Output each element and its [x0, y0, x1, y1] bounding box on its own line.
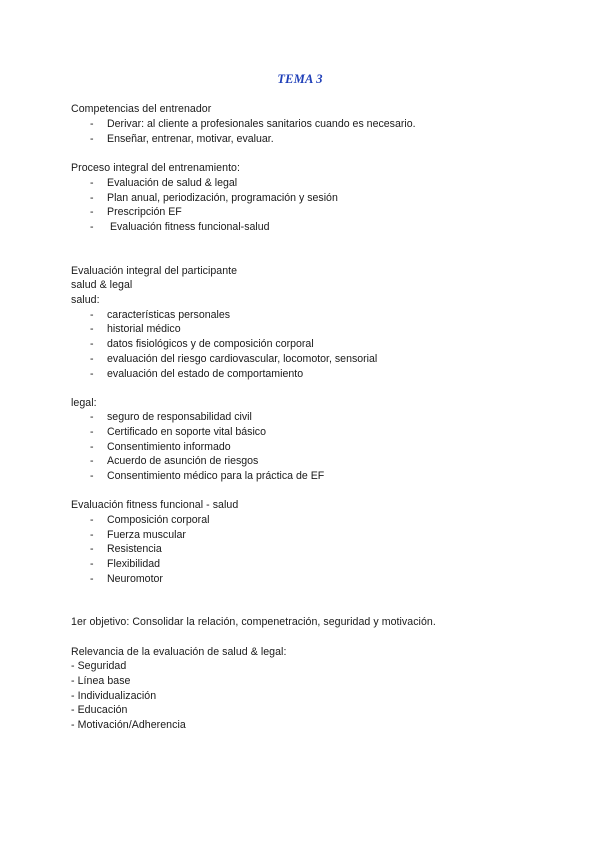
- list-dash: -: [90, 221, 94, 233]
- list-dash: -: [90, 470, 94, 482]
- list-dash: -: [90, 426, 94, 438]
- list-dash: -: [90, 455, 94, 467]
- list-item: - Individualización: [71, 690, 157, 702]
- list-dash: -: [90, 514, 94, 526]
- legal-label: legal:: [71, 397, 97, 409]
- section-heading-proceso: Proceso integral del entrenamiento:: [71, 162, 240, 174]
- list-dash: -: [90, 353, 94, 365]
- list-item: Plan anual, periodización, programación y sesión: [107, 192, 338, 204]
- section-heading-relevancia: Relevancia de la evaluación de salud & legal:: [71, 646, 287, 658]
- list-item: seguro de responsabilidad civil: [107, 411, 252, 423]
- list-dash: -: [90, 411, 94, 423]
- list-dash: -: [90, 192, 94, 204]
- list-dash: -: [90, 543, 94, 555]
- list-dash: -: [90, 338, 94, 350]
- list-item: - Seguridad: [71, 660, 127, 672]
- list-item: Enseñar, entrenar, motivar, evaluar.: [107, 133, 274, 145]
- list-item: - Línea base: [71, 675, 131, 687]
- list-item: Evaluación fitness funcional-salud: [107, 221, 270, 233]
- section-heading-competencias: Competencias del entrenador: [71, 103, 212, 115]
- objetivo-text: 1er objetivo: Consolidar la relación, compenetración, seguridad y motivación.: [71, 616, 436, 628]
- page-title: TEMA 3: [277, 72, 323, 86]
- list-item: Consentimiento informado: [107, 441, 231, 453]
- list-item: evaluación del estado de comportamiento: [107, 368, 304, 380]
- list-item: Evaluación de salud & legal: [107, 177, 238, 189]
- list-dash: -: [90, 558, 94, 570]
- list-item: datos fisiológicos y de composición corporal: [107, 338, 314, 350]
- list-item: Consentimiento médico para la práctica de EF: [107, 470, 325, 482]
- list-item: Derivar: al cliente a profesionales sanitarios cuando es necesario.: [107, 118, 416, 130]
- list-item: evaluación del riesgo cardiovascular, locomotor, sensorial: [107, 353, 378, 365]
- section-subheading: salud & legal: [71, 279, 133, 291]
- list-dash: -: [90, 573, 94, 585]
- list-item: Fuerza muscular: [107, 529, 186, 541]
- list-dash: -: [90, 368, 94, 380]
- list-item: Flexibilidad: [107, 558, 160, 570]
- list-dash: -: [90, 441, 94, 453]
- list-dash: -: [90, 118, 94, 130]
- section-heading-fitness: Evaluación fitness funcional - salud: [71, 499, 239, 511]
- list-dash: -: [90, 323, 94, 335]
- list-item: - Motivación/Adherencia: [71, 719, 186, 731]
- list-item: Resistencia: [107, 543, 162, 555]
- list-item: Prescripción EF: [107, 206, 182, 218]
- list-item: Neuromotor: [107, 573, 163, 585]
- list-dash: -: [90, 309, 94, 321]
- list-item: características personales: [107, 309, 231, 321]
- list-item: Certificado en soporte vital básico: [107, 426, 266, 438]
- list-item: Composición corporal: [107, 514, 210, 526]
- list-item: - Educación: [71, 704, 128, 716]
- list-dash: -: [90, 177, 94, 189]
- section-heading-evaluacion: Evaluación integral del participante: [71, 265, 238, 277]
- list-dash: -: [90, 529, 94, 541]
- list-dash: -: [90, 133, 94, 145]
- list-dash: -: [90, 206, 94, 218]
- list-item: Acuerdo de asunción de riesgos: [107, 455, 259, 467]
- list-item: historial médico: [107, 323, 181, 335]
- salud-label: salud:: [71, 294, 100, 306]
